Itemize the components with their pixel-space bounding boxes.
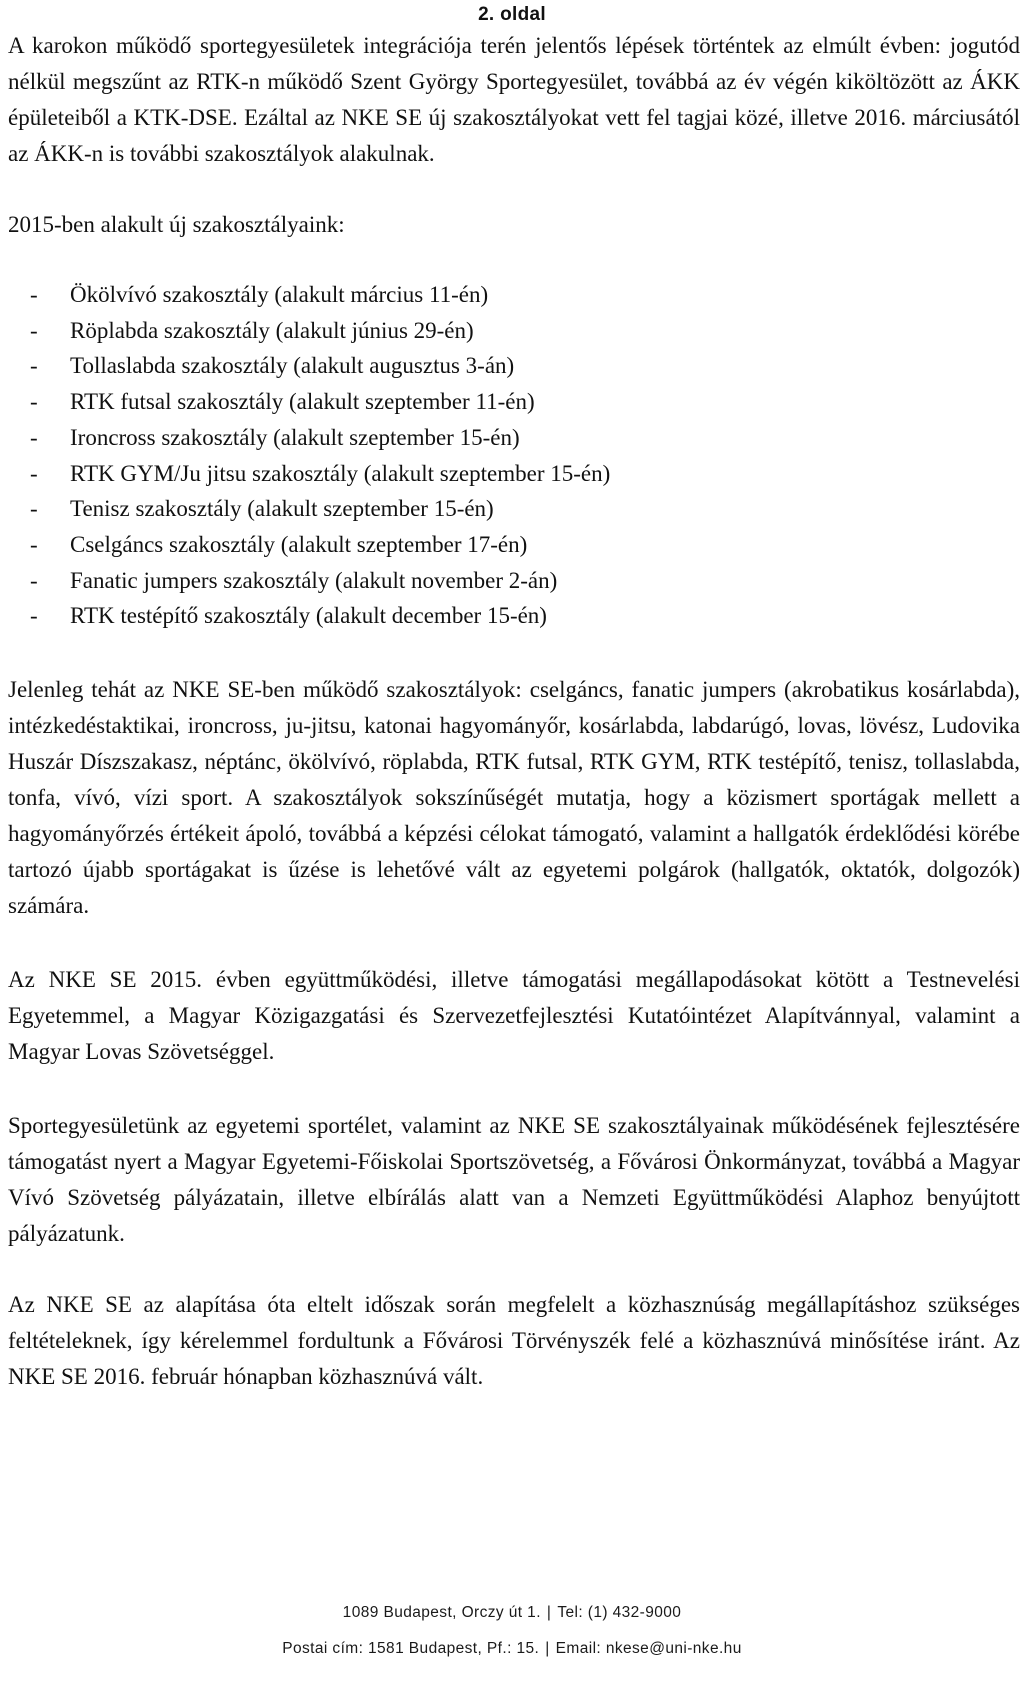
list-bullet: - xyxy=(30,460,38,486)
list-item xyxy=(8,313,1020,349)
footer-postal-line xyxy=(0,1640,1024,1658)
list-bullet: - xyxy=(30,424,38,450)
list-item xyxy=(8,456,1020,492)
list-bullet: - xyxy=(30,567,38,593)
list-item-text: RTK futsal szakosztály (alakult szeptember 11-én) xyxy=(70,389,535,415)
list-bullet: - xyxy=(30,353,38,379)
page-number-header: 2. oldal xyxy=(478,4,546,25)
new-sections-list xyxy=(8,277,1020,634)
public-benefit-paragraph: Az NKE SE az alapítása óta eltelt időszak során megfelelt a közhasznúság megállapításhoz szükséges feltételeknek, így kérelemmel fordultunk a Fővárosi Törvényszék felé a közhasznúvá minősítése iránt. Az NKE SE 2016. február hónapban közhasznúvá vált. xyxy=(8,1292,1020,1390)
list-item-text: RTK testépítő szakosztály (alakult december 15-én) xyxy=(70,603,547,629)
list-item xyxy=(8,527,1020,563)
list-item-text: Cselgáncs szakosztály (alakult szeptember 17-én) xyxy=(70,531,528,557)
list-item-text: Tollaslabda szakosztály (alakult augusztus 3-án) xyxy=(70,353,515,379)
footer-address-line xyxy=(0,1604,1024,1622)
list-item-text: RTK GYM/Ju jitsu szakosztály (alakult szeptember 15-én) xyxy=(70,460,611,486)
list-item-text: Röplabda szakosztály (alakult június 29-én) xyxy=(70,317,474,343)
footer-separator: | xyxy=(546,1604,552,1621)
current-sections-paragraph: Jelenleg tehát az NKE SE-ben működő szakosztályok: cselgáncs, fanatic jumpers (akrobatikus kosárlabda), intézkedéstaktikai, ironcross, ju-jitsu, katonai hagyományőr, kosárlabda, labdarúgó, lovas, lövész, Ludovika Huszár Díszszakasz, néptánc, ökölvívó, röplabda, RTK futsal, RTK GYM, RTK testépítő, tenisz, tollaslabda, tonfa, vívó, vízi sport. A szakosztályok sokszínűségét mutatja, hogy a közismert sportágak mellett a hagyományőrzés értékeit ápoló, továbbá a képzési célokat támogató, valamint a hallgatók érdeklődési körébe tartozó újabb sportágakat is űzése is lehetővé vált az egyetemi polgárok (hallgatók, oktatók, dolgozók) számára. xyxy=(8,677,1020,919)
footer-separator: | xyxy=(545,1640,550,1657)
list-bullet: - xyxy=(30,496,38,522)
list-item-text: Tenisz szakosztály (alakult szeptember 15-én) xyxy=(70,496,494,522)
footer-phone: Tel: (1) 432-9000 xyxy=(557,1604,682,1621)
list-bullet: - xyxy=(30,389,38,415)
footer-address: 1089 Budapest, Orczy út 1. xyxy=(342,1604,541,1621)
intro-paragraph: A karokon működő sportegyesületek integrációja terén jelentős lépések történtek az elmúlt évben: jogutód nélkül megszűnt az RTK-n működő Szent György Sportegyesület, továbbá az év végén kiköltözött az ÁKK épületeiből a KTK-DSE. Ezáltal az NKE SE új szakosztályokat vett fel tagjai közé, illetve 2016. márciusától az ÁKK-n is további szakosztályok alakulnak. xyxy=(8,33,1020,166)
list-bullet: - xyxy=(30,282,38,307)
new-sections-heading: 2015-ben alakult új szakosztályaink: xyxy=(8,212,345,237)
document-body xyxy=(8,28,1020,1395)
agreements-paragraph: Az NKE SE 2015. évben együttműködési, illetve támogatási megállapodásokat kötött a Testnevelési Egyetemmel, a Magyar Közigazgatási és Szervezetfejlesztési Kutatóintézet Alapítvánnyal, valamint a Magyar Lovas Szövetséggel. xyxy=(8,967,1020,1065)
list-item xyxy=(8,348,1020,384)
list-bullet: - xyxy=(30,317,38,343)
list-item xyxy=(8,598,1020,634)
list-item-text: Fanatic jumpers szakosztály (alakult november 2-án) xyxy=(70,567,558,593)
list-item xyxy=(8,420,1020,456)
list-item xyxy=(8,563,1020,599)
footer-email: Email: nkese@uni-nke.hu xyxy=(555,1640,742,1657)
list-bullet: - xyxy=(30,531,38,557)
list-bullet: - xyxy=(30,603,38,629)
list-item xyxy=(8,384,1020,420)
grants-paragraph: Sportegyesületünk az egyetemi sportélet, valamint az NKE SE szakosztályainak működésének fejlesztésére támogatást nyert a Magyar Egyetemi-Főiskolai Sportszövetség, a Fővárosi Önkormányzat, továbbá a Magyar Vívó Szövetség pályázatain, illetve elbírálás alatt van a Nemzeti Együttműködési Alaphoz benyújtott pályázatunk. xyxy=(8,1113,1020,1247)
footer-postal: Postai cím: 1581 Budapest, Pf.: 15. xyxy=(282,1640,540,1657)
list-item-text: Ironcross szakosztály (alakult szeptember 15-én) xyxy=(70,424,520,450)
list-item-text: Ökölvívó szakosztály (alakult március 11-én) xyxy=(70,282,489,307)
list-item xyxy=(8,491,1020,527)
list-item xyxy=(8,277,1020,313)
